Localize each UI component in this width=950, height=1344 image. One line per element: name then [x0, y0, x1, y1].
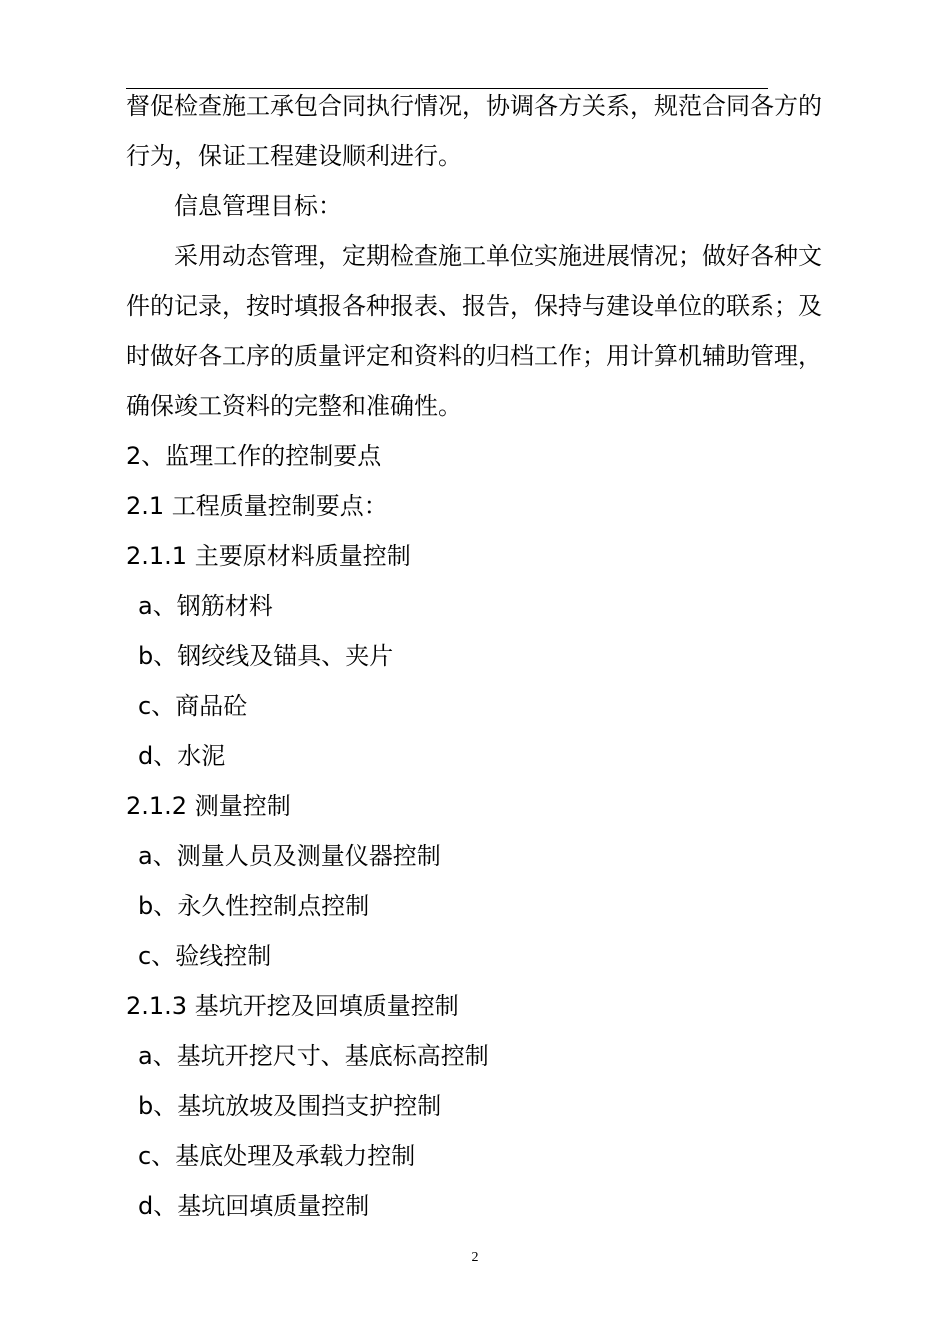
list-item: c、验线控制: [138, 942, 272, 970]
paragraph-line: 确保竣工资料的完整和准确性。: [126, 392, 462, 420]
list-item: b、基坑放坡及围挡支护控制: [138, 1092, 442, 1120]
list-item: d、基坑回填质量控制: [138, 1192, 370, 1220]
list-item: a、测量人员及测量仪器控制: [138, 842, 441, 870]
paragraph-line: 督促检查施工承包合同执行情况，协调各方关系，规范合同各方的: [126, 92, 822, 120]
list-item: a、钢筋材料: [138, 592, 273, 620]
list-item: d、水泥: [138, 742, 226, 770]
info-heading: 信息管理目标：: [174, 192, 342, 220]
paragraph-line: 行为，保证工程建设顺利进行。: [126, 142, 462, 170]
list-item: b、钢绞线及锚具、夹片: [138, 642, 394, 670]
document-body: [126, 81, 826, 1231]
section-heading-2-1-2: 2.1.2 测量控制: [126, 792, 291, 820]
paragraph-line: 采用动态管理，定期检查施工单位实施进展情况；做好各种文: [174, 242, 822, 270]
page-number: 2: [471, 1250, 479, 1265]
list-item: c、基底处理及承载力控制: [138, 1142, 416, 1170]
section-heading-2-1: 2.1 工程质量控制要点：: [126, 492, 388, 520]
section-heading-2-1-3: 2.1.3 基坑开挖及回填质量控制: [126, 992, 459, 1020]
list-item: a、基坑开挖尺寸、基底标高控制: [138, 1042, 489, 1070]
paragraph-line: 件的记录，按时填报各种报表、报告，保持与建设单位的联系；及: [126, 292, 822, 320]
section-heading-2: 2、监理工作的控制要点: [126, 442, 382, 470]
list-item: c、商品砼: [138, 692, 248, 720]
section-heading-2-1-1: 2.1.1 主要原材料质量控制: [126, 542, 411, 570]
paragraph-line: 时做好各工序的质量评定和资料的归档工作；用计算机辅助管理，: [126, 342, 822, 370]
list-item: b、永久性控制点控制: [138, 892, 370, 920]
